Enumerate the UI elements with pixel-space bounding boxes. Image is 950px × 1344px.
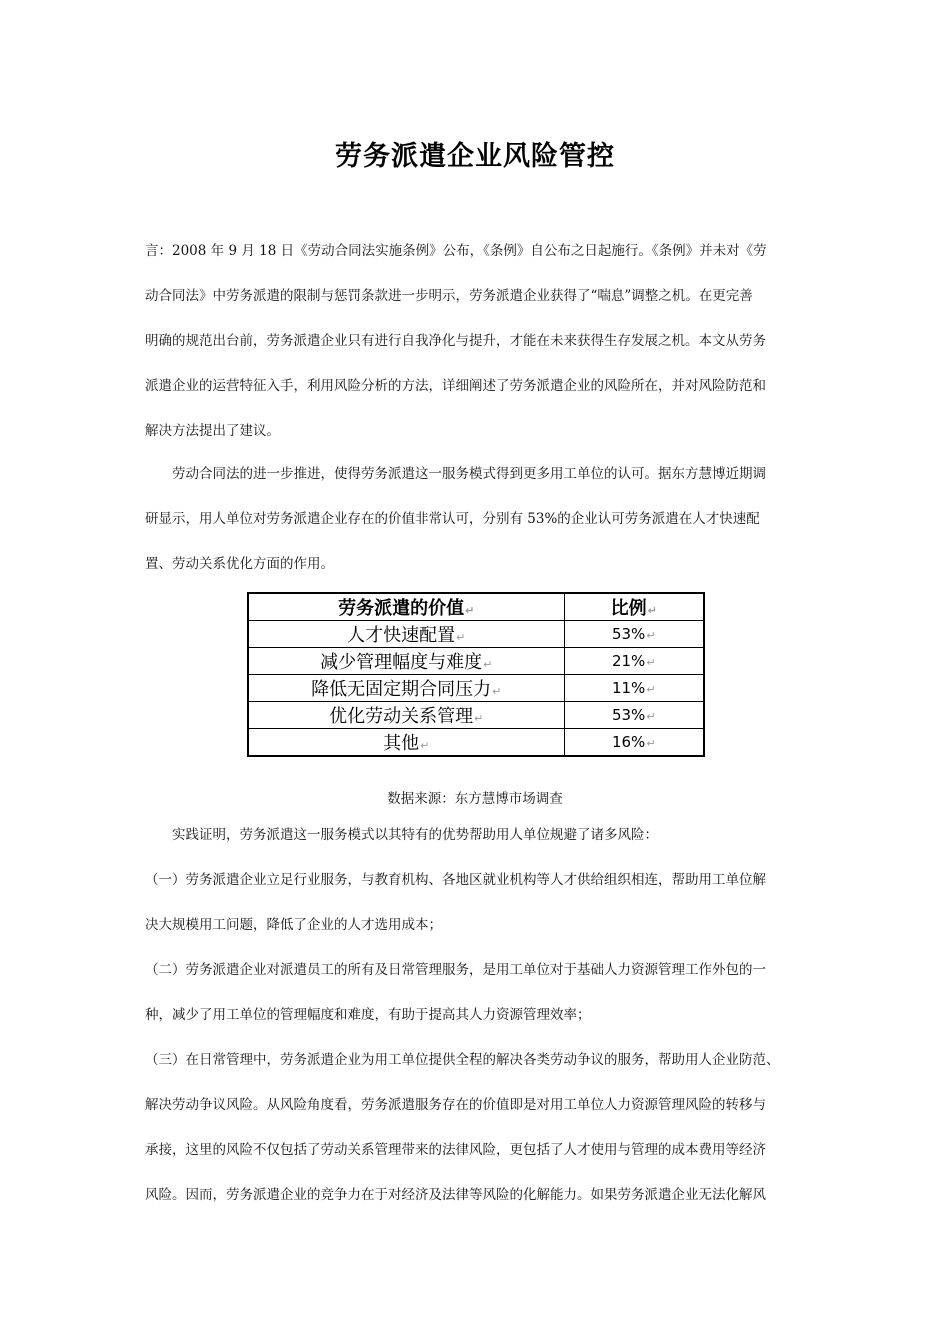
paragraph-line: 派遣企业的运营特征入手，利用风险分析的方法，详细阐述了劳务派遣企业的风险所在，并对风险防范和: [145, 378, 766, 394]
paragraph-line: （二）劳务派遣企业对派遣员工的所有及日常管理服务，是用工单位对于基础人力资源管理工作外包的一: [145, 962, 766, 978]
paragraph-line: 研显示，用人单位对劳务派遣企业存在的价值非常认可，分别有 53%的企业认可劳务派遣在人才快速配: [145, 511, 760, 527]
paragraph-line: 动合同法》中劳务派遣的限制与惩罚条款进一步明示，劳务派遣企业获得了“喘息”调整之机。在更完善: [145, 288, 753, 304]
table-caption: 数据来源：东方慧博市场调查: [387, 791, 563, 807]
paragraph-line: （三）在日常管理中，劳务派遣企业为用工单位提供全程的解决各类劳动争议的服务，帮助用人企业防范、: [145, 1052, 780, 1068]
table-row: [248, 621, 704, 648]
document-title: 劳务派遣企业风险管控: [335, 141, 615, 172]
table-cell: 减少管理幅度与难度↵: [248, 648, 564, 675]
paragraph-line: 劳动合同法的进一步推进，使得劳务派遣这一服务模式得到更多用工单位的认可。据东方慧博近期调: [145, 466, 766, 482]
paragraph-line: 种，减少了用工单位的管理幅度和难度，有助于提高其人力资源管理效率；: [145, 1007, 591, 1023]
table-cell: 其他↵: [248, 729, 564, 757]
table-cell: 人才快速配置↵: [248, 621, 564, 648]
table-row: [248, 702, 704, 729]
paragraph-line: 决大规模用工问题，降低了企业的人才选用成本；: [145, 917, 442, 933]
table-row: [248, 648, 704, 675]
table-cell: 53%↵: [564, 702, 704, 729]
table-cell: 16%↵: [564, 729, 704, 757]
paragraph-line: 明确的规范出台前，劳务派遣企业只有进行自我净化与提升，才能在未来获得生存发展之机。本文从劳务: [145, 333, 766, 349]
table-cell: 优化劳动关系管理↵: [248, 702, 564, 729]
paragraph-line: （一）劳务派遣企业立足行业服务，与教育机构、各地区就业机构等人才供给组织相连，帮助用工单位解: [145, 872, 766, 888]
table-row: [248, 675, 704, 702]
table-row: [248, 729, 704, 757]
table-cell: 11%↵: [564, 675, 704, 702]
table-cell: 53%↵: [564, 621, 704, 648]
paragraph-line: 实践证明，劳务派遣这一服务模式以其特有的优势帮助用人单位规避了诸多风险：: [145, 827, 658, 843]
paragraph-line: 解决劳动争议风险。从风险角度看，劳务派遣服务存在的价值即是对用工单位人力资源管理风险的转移与: [145, 1097, 766, 1113]
table-header-cell: 劳务派遣的价值↵: [248, 593, 564, 621]
table-header-row: [248, 593, 704, 621]
paragraph-line: 解决方法提出了建议。: [145, 423, 280, 439]
paragraph-line: 置、劳动关系优化方面的作用。: [145, 556, 334, 572]
table-cell: 降低无固定期合同压力↵: [248, 675, 564, 702]
table-header-cell: 比例↵: [564, 593, 704, 621]
paragraph-line: 言：2008 年 9 月 18 日《劳动合同法实施条例》公布，《条例》自公布之日起施行。《条例》并未对《劳: [145, 243, 767, 259]
value-table: [247, 592, 705, 757]
paragraph-line: 承接，这里的风险不仅包括了劳动关系管理带来的法律风险，更包括了人才使用与管理的成本费用等经济: [145, 1142, 766, 1158]
paragraph-line: 风险。因而，劳务派遣企业的竞争力在于对经济及法律等风险的化解能力。如果劳务派遣企业无法化解风: [145, 1187, 766, 1203]
table-cell: 21%↵: [564, 648, 704, 675]
